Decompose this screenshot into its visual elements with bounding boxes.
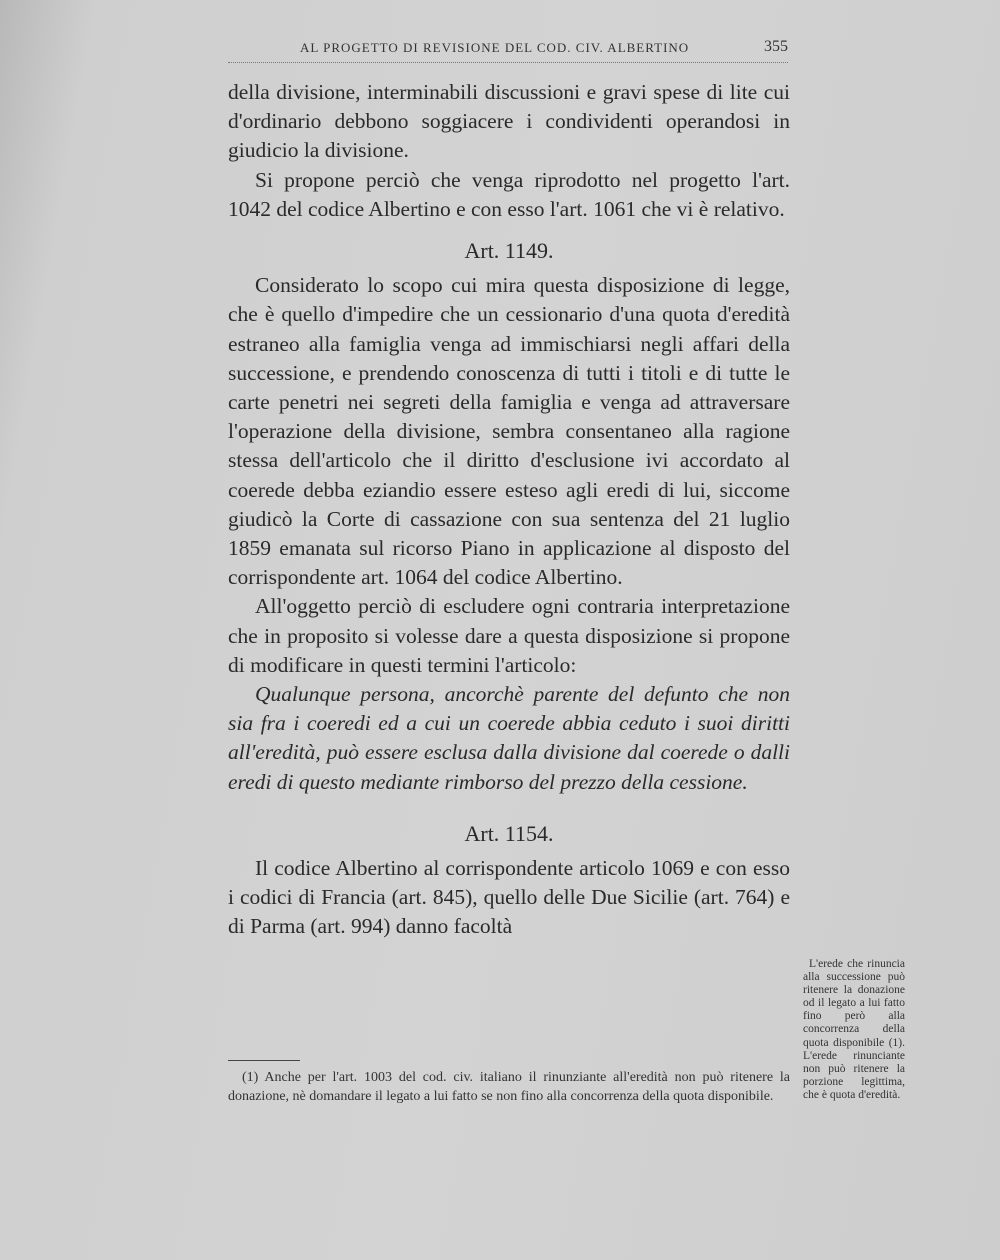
margin-note-text: L'erede che rinuncia alla successione può ritenere la donazione od il legato a lui fatto fino però alla concorrenza della quota disponibile (1). L'erede rinunciante non può ritenere la porzione legittima, che è quota d'eredità. (803, 958, 905, 1101)
page-number: 355 (764, 38, 788, 55)
article-heading: Art. 1154. (464, 820, 554, 846)
article-heading: Art. 1149. (464, 238, 554, 264)
footnote (228, 1068, 790, 1106)
running-head-title: AL PROGETTO DI REVISIONE DEL COD. CIV. ALBERTINO (300, 40, 690, 55)
paragraph: All'oggetto perciò di escludere ogni contraria interpretazione che in proposito si volesse dare a questa disposizione si propone di modificare in questi termini l'articolo: (228, 594, 790, 677)
proposed-article-text: Qualunque persona, ancorchè parente del defunto che non sia fra i coeredi ed a cui un coerede abbia ceduto i suoi diritti all'eredità, può essere esclusa dalla divisione dal coerede o dalli eredi di questo mediante rimborso del prezzo della cessione. (228, 682, 790, 794)
paragraph: della divisione, interminabili discussioni e gravi spese di lite cui d'ordinario debbono soggiacere i condividenti operandosi in giudicio la divisione. (228, 80, 790, 163)
footnote-rule (228, 1060, 300, 1061)
body-text (228, 78, 790, 942)
paragraph: Considerato lo scopo cui mira questa disposizione di legge, che è quello d'impedire che un cessionario d'una quota d'eredità estraneo alla famiglia venga ad immischiarsi negli affari della successione, e prendendo conoscenza di tutti i titoli e di tutte le carte penetri nei segreti della famiglia e venga ad attraversare l'operazione della divisione, sembra consentaneo alla ragione stessa dell'articolo che il diritto d'esclusione ivi accordato al coerede debba eziandio essere esteso agli eredi di lui, siccome giudicò la Corte di cassazione con sua sentenza del 21 luglio 1859 emanata sul ricorso Piano in applicazione al disposto del corrispondente art. 1064 del codice Albertino. (228, 273, 790, 590)
footnote-text: (1) Anche per l'art. 1003 del cod. civ. italiano il rinunziante all'eredità non può ritenere la donazione, nè domandare il legato a lui fatto se non fino alla concorrenza della quota disponibile. (228, 1070, 790, 1104)
paragraph: Il codice Albertino al corrispondente articolo 1069 e con esso i codici di Francia (art. 845), quello delle Due Sicilie (art. 764) e di Parma (art. 994) danno facoltà (228, 856, 790, 939)
header-rule (228, 62, 788, 63)
paragraph: Si propone perciò che venga riprodotto nel progetto l'art. 1042 del codice Albertino e con esso l'art. 1061 che vi è relativo. (228, 167, 790, 221)
margin-note (803, 958, 905, 1102)
